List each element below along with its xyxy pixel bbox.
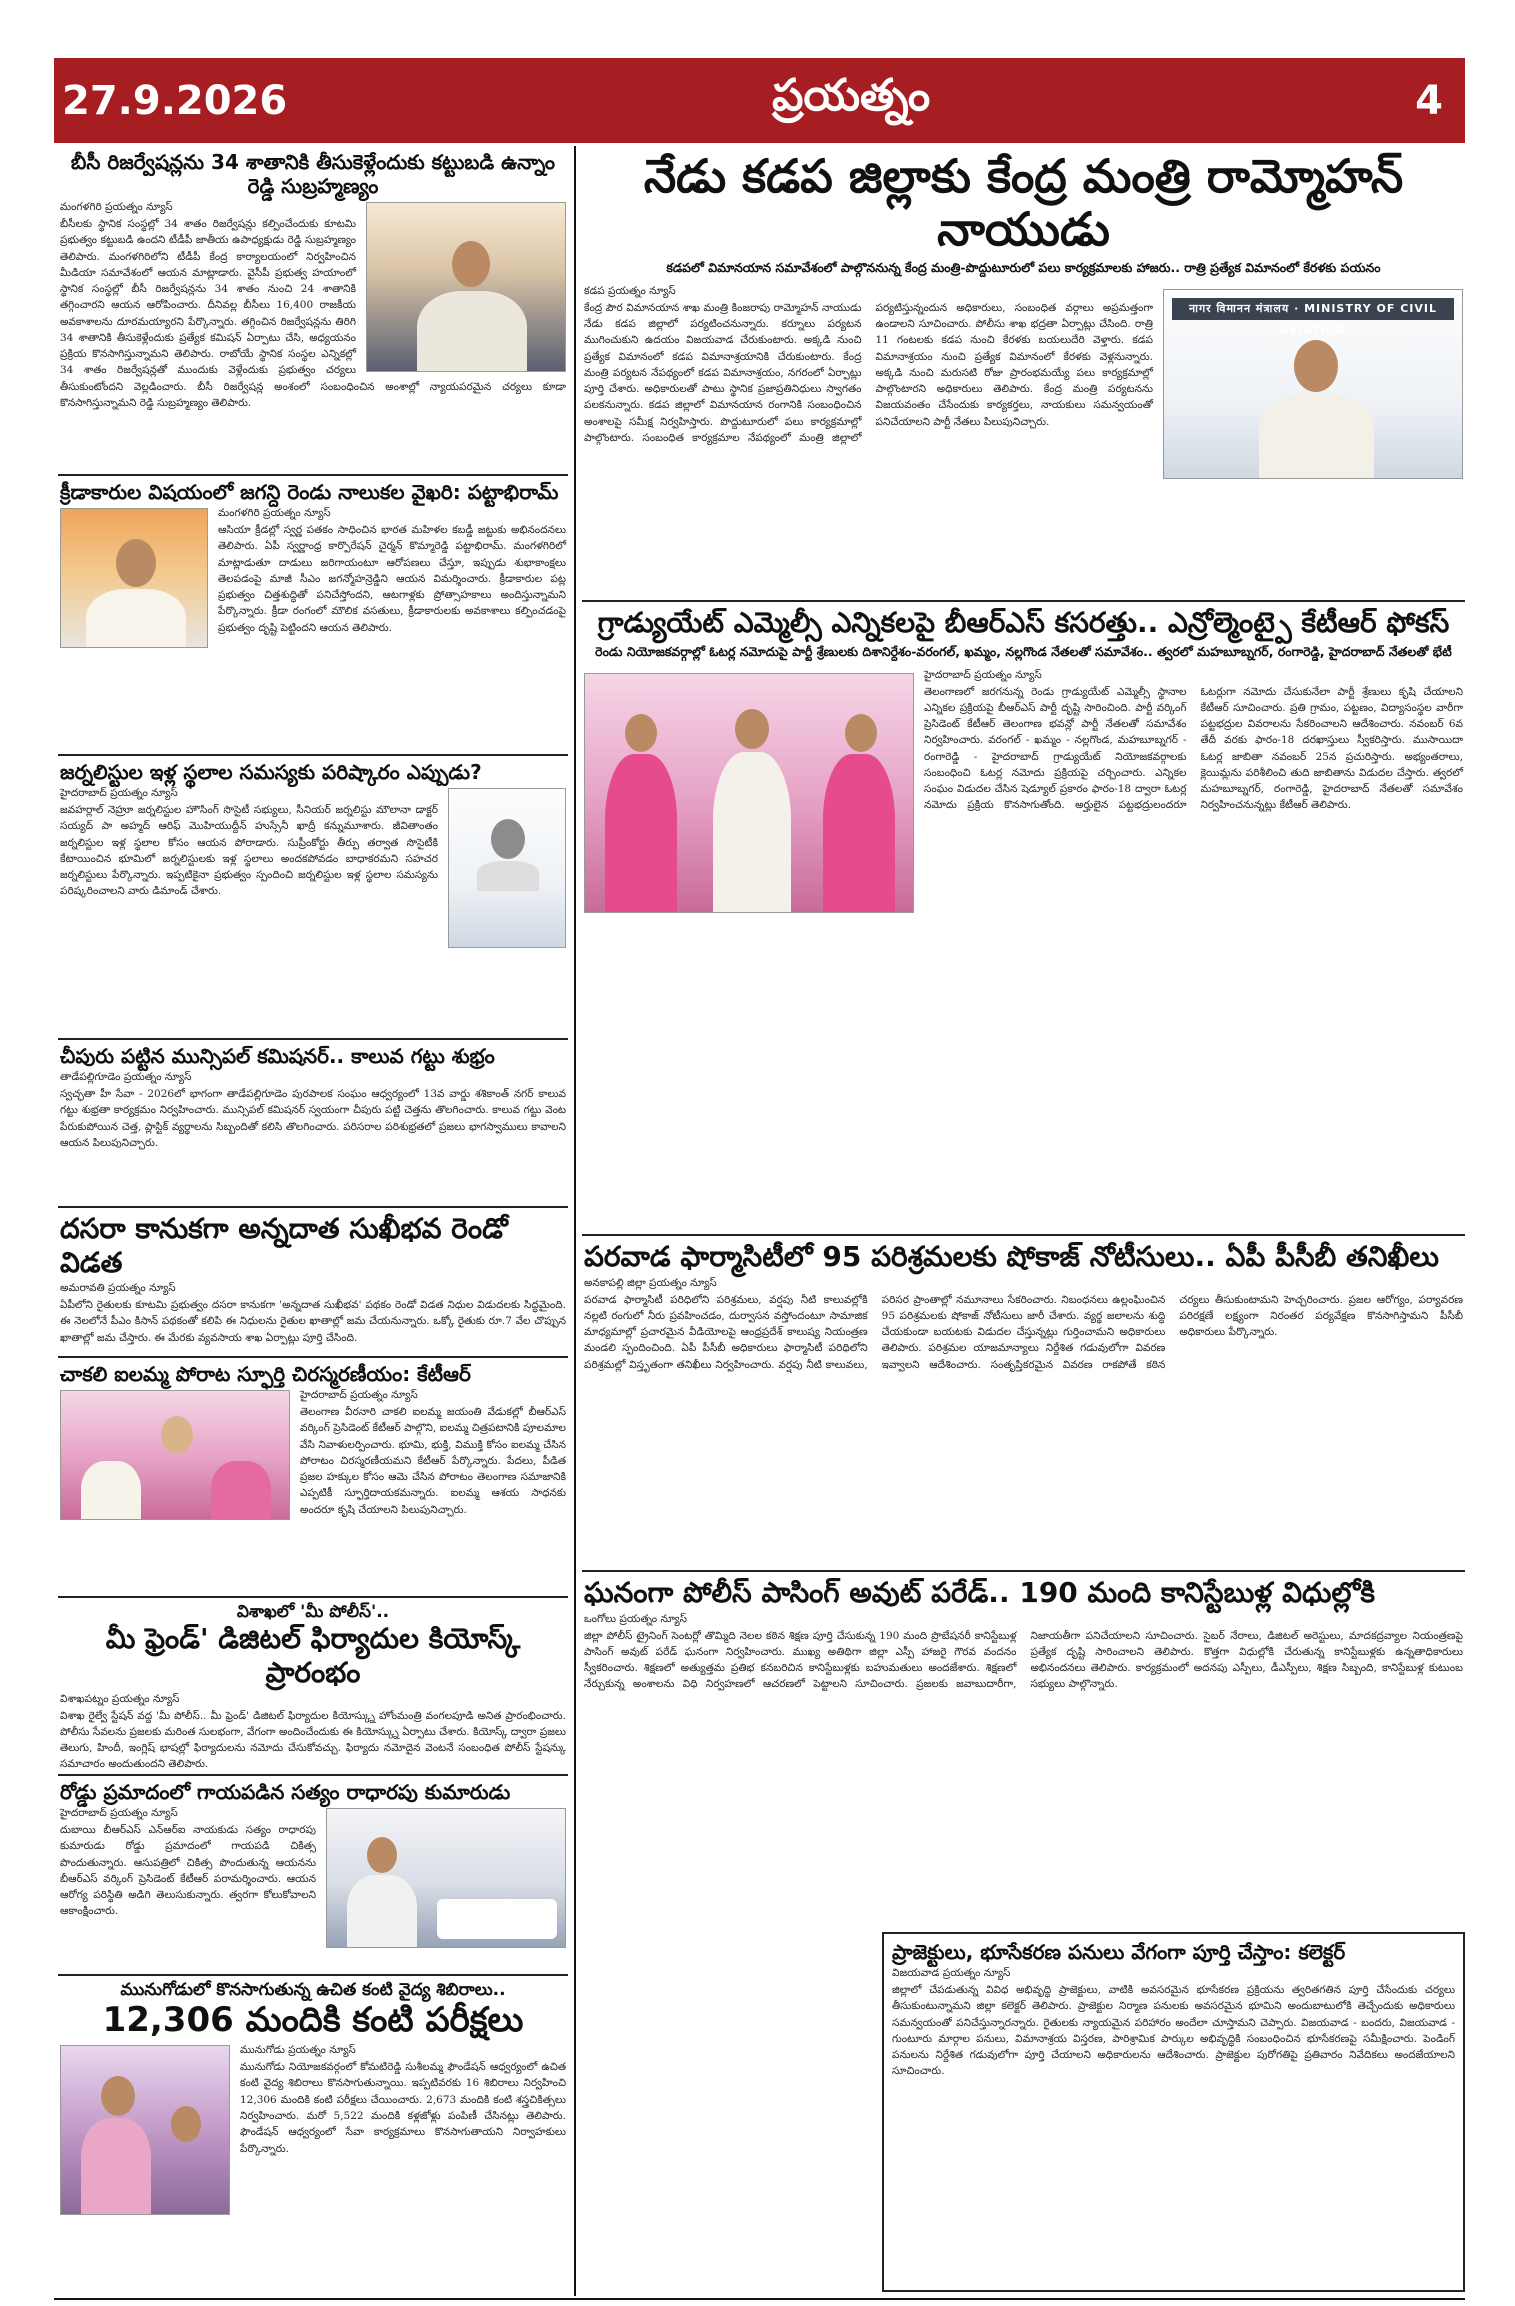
lead-headline: నేడు కడప జిల్లాకు కేంద్ర మంత్రి రామ్మోహన్ నాయుడు: [643, 149, 1404, 256]
speaker-photo: [366, 202, 566, 372]
story-body: జిల్లా పోలీస్ ట్రైనింగ్ సెంటర్లో తొమ్మిది నెలల కఠిన శిక్షణ పూర్తి చేసుకున్న 190 మంది ప్రొబేషనరీ కానిస్టేబుళ్ల పాసింగ్ అవుట్ పరేడ్ ఘనంగా నిర్వహించారు. ముఖ్య అతిథిగా జిల్లా ఎస్పీ హాజరై గౌరవ వందనం స్వీకరించారు. శిక్షణలో అత్యుత్తమ ప్రతిభ కనబరిచిన కానిస్టేబుళ్లకు బహుమతులు అందజేశారు. శిక్షణలో నేర్చుకున్న అంశాలను విధి నిర్వహణలో ఆచరణలో పెట్టాలని సూచించారు. ప్రజలకు జవాబుదారీగా, నిజాయతీగా పనిచేయాలని సూచించారు. సైబర్ నేరాలు, డిజిటల్ అరెస్టులు, మాదకద్రవ్యాల నియంత్రణపై ప్రత్యేక దృష్టి సారించాలని తెలిపారు. కొత్తగా విధుల్లోకి చేరుతున్న కానిస్టేబుళ్లకు ఉన్నతాధికారులు అభినందనలు తెలిపారు. కార్యక్రమంలో అదనపు ఎస్పీలు, డీఎస్పీలు, శిక్షణ సిబ్బంది, కానిస్టేబుళ్ల కుటుంబ సభ్యులు పాల్గొన్నారు.: [584, 1629, 1463, 1691]
story-body: ఏపీలోని రైతులకు కూటమి ప్రభుత్వం దసరా కానుకగా 'అన్నదాత సుఖీభవ' పథకం రెండో విడత నిధుల విడుదలకు సిద్ధమైంది. ఈ నెలలోనే పీఎం కిసాన్ పథకంతో కలిపి ఈ నిధులను రైతుల ఖాతాల్లో జమ చేయనున్నారు. ఒక్కో రైతుకు రూ.7 వేల చొప్పున ఖాతాల్లో జమ చేస్తారు. ఈ మేరకు వ్యవసాయ శాఖ ఏర్పాట్లు పూర్తి చేసింది.: [60, 1299, 566, 1344]
story-road-accident: [58, 1776, 568, 1976]
masthead: [54, 58, 1465, 143]
right-column: [582, 146, 1465, 2296]
dateline: హైదరాబాద్ ప్రయత్నం న్యూస్: [60, 787, 178, 799]
story-body: జిల్లాలో చేపడుతున్న వివిధ అభివృద్ధి ప్రాజెక్టులు, వాటికి అవసరమైన భూసేకరణ ప్రక్రియను త్వరితగతిన పూర్తి చేసేందుకు చర్యలు తీసుకుంటున్నామని జిల్లా కలెక్టర్ తెలిపారు. ప్రాజెక్టుల నిర్మాణ పనులకు అవసరమైన భూమిని అందుబాటులోకి తెచ్చేందుకు అధికారులు సమన్వయంతో పనిచేస్తున్నారన్నారు. రైతులకు న్యాయమైన పరిహారం అందేలా చూస్తామని చెప్పారు. విజయవాడ - బందరు, విజయవాడ - గుంటూరు మార్గాల పనులు, విమానాశ్రయ విస్తరణ, పారిశ్రామిక పార్కుల అభివృద్ధికి సంబంధించిన భూసేకరణపై సమీక్షించారు. పెండింగ్ పనులను నిర్దేశిత గడువులోగా పూర్తి చేయాలని అధికారులను ఆదేశించారు. ప్రాజెక్టుల పురోగతిపై ప్రతివారం నివేదికలు అందజేయాలని సూచించారు.: [892, 1984, 1455, 2078]
headline: రోడ్డు ప్రమాదంలో గాయపడిన సత్యం రాధారపు కుమారుడు: [60, 1780, 511, 1804]
kicker: మునుగోడులో కొనసాగుతున్న ఉచిత కంటి వైద్య శిబిరాలు..: [120, 1980, 506, 2000]
story-body: దుబాయి బీఆర్ఎస్ ఎన్ఆర్ఐ నాయకుడు సత్యం రాధారపు కుమారుడు రోడ్డు ప్రమాదంలో గాయపడి చికిత్స పొందుతున్నారు. ఆసుపత్రిలో చికిత్స పొందుతున్న ఆయనను బీఆర్ఎస్ వర్కింగ్ ప్రెసిడెంట్ కేటీఆర్ పరామర్శించారు. ఆయన ఆరోగ్య పరిస్థితి అడిగి తెలుసుకున్నారు. త్వరగా కోలుకోవాలని ఆకాంక్షించారు.: [60, 1824, 316, 1918]
story-body: కేంద్ర పౌర విమానయాన శాఖ మంత్రి కింజరాపు రామ్మోహన్ నాయుడు నేడు కడప జిల్లాలో పర్యటించనున్నారు. కర్నూలు పర్యటన ముగించుకుని ఉదయం విజయవాడ చేరుకుంటారు. అక్కడి నుంచి ప్రత్యేక విమానంలో కడప విమానాశ్రయానికి చేరుకుంటారు. కేంద్ర మంత్రి పర్యటన నేపథ్యంలో కడప విమానాశ్రయం, నగరంలో ఏర్పాట్లు పూర్తి చేశారు. అధికారులతో పాటు స్థానిక ప్రజాప్రతినిధులు స్వాగతం పలకనున్నారు. కడప జిల్లాలో విమానయాన రంగానికి సంబంధించిన అంశాలపై సమీక్ష నిర్వహిస్తారు. పొద్దుటూరులో పలు కార్యక్రమాల్లో పాల్గొంటారు. సంబంధిత కార్యక్రమాల నేపథ్యంలో మంత్రి జిల్లాలో పర్యటిస్తున్నందున అధికారులు, సంబంధిత వర్గాలు అప్రమత్తంగా ఉండాలని సూచించారు. పోలీసు శాఖ భద్రతా ఏర్పాట్లు చేసింది. రాత్రి 11 గంటలకు కడప నుంచి కేరళకు బయలుదేరి వెళ్తారు. కడప విమానాశ్రయం నుంచి ప్రత్యేక విమానంలో కేరళకు వెళ్లనున్నారు. అక్కడి నుంచి మరుసటి రోజు ప్రారంభమయ్యే పలు కార్యక్రమాల్లో పాల్గొంటారని అధికారులు తెలిపారు. కేంద్ర మంత్రి పర్యటనను విజయవంతం చేసేందుకు కార్యకర్తలు, నాయకులు సమన్వయంతో పనిచేయాలని పార్టీ నేతలు పిలుపునిచ్చారు.: [584, 301, 1153, 444]
headline: ఘనంగా పోలీస్ పాసింగ్ అవుట్ పరేడ్.. 190 మంది కానిస్టేబుళ్ల విధుల్లోకి: [584, 1576, 1376, 1609]
dateline: తాడేపల్లిగూడెం ప్రయత్నం న్యూస్: [60, 1071, 192, 1083]
minister-photo: [1163, 289, 1463, 479]
headline: బీసీ రిజర్వేషన్లను 34 శాతానికి తీసుకెళ్లేందుకు కట్టుబడి ఉన్నాం రెడ్డి సుబ్రహ్మణ్యం: [70, 150, 556, 198]
story-body: తెలంగాణ వీరనారి చాకలి ఐలమ్మ జయంతి వేడుకల్లో బీఆర్ఎస్ వర్కింగ్ ప్రెసిడెంట్ కేటీఆర్ పాల్గొని, ఐలమ్మ చిత్రపటానికి పూలమాల వేసి నివాళులర్పించారు. భూమి, భుక్తి, విముక్తి కోసం ఐలమ్మ చేసిన పోరాటం చిరస్మరణీయమని కేటీఆర్ పేర్కొన్నారు. పేదలు, పీడిత ప్రజల హక్కుల కోసం ఆమె చేసిన పోరాటం తెలంగాణ సమాజానికి ఎప్పటికీ స్ఫూర్తిదాయకమన్నారు. ఐలమ్మ ఆశయ సాధనకు అందరూ కృషి చేయాలని పిలుపునిచ్చారు.: [300, 1406, 566, 1516]
tribute-photo: [60, 1390, 290, 1520]
story-pattabhiram: [58, 476, 568, 756]
headline: ప్రాజెక్టులు, భూసేకరణ పనులు వేగంగా పూర్తి చేస్తాం: కలెక్టర్: [892, 1940, 1346, 1964]
page-number: 4: [1415, 77, 1443, 124]
dateline: విజయవాడ ప్రయత్నం న్యూస్: [892, 1967, 1011, 1979]
story-body: తెలంగాణలో జరగనున్న రెండు గ్రాడ్యుయేట్ ఎమ్మెల్సీ స్థానాల ఎన్నికల ప్రక్రియపై బీఆర్ఎస్ పార్టీ దృష్టి సారించింది. పార్టీ వర్కింగ్ ప్రెసిడెంట్ కేటీఆర్ తెలంగాణ భవన్లో పార్టీ నేతలతో సమావేశం నిర్వహించారు. వరంగల్ - ఖమ్మం - నల్లగొండ, మహబూబ్నగర్ - రంగారెడ్డి - హైదరాబాద్ గ్రాడ్యుయేట్ నియోజకవర్గాలకు సంబంధించి ఓటర్ల నమోదు ప్రక్రియపై చర్చించారు. ఎన్నికల సంఘం విడుదల చేసిన షెడ్యూల్ ప్రకారం ఫారం-18 ద్వారా ఓటర్ల నమోదు ప్రక్రియ కొనసాగుతోంది. అర్హులైన పట్టభద్రులందరూ ఓటర్లుగా నమోదు చేసుకునేలా పార్టీ శ్రేణులు కృషి చేయాలని కేటీఆర్ సూచించారు. ప్రతి గ్రామం, పట్టణం, విద్యాసంస్థల వారీగా పట్టభద్రుల వివరాలను సేకరించాలని ఆదేశించారు. నవంబర్ 6వ తేదీ వరకు ఫారం-18 దరఖాస్తులు స్వీకరిస్తారు. ముసాయిదా ఓటర్ల జాబితా నవంబర్ 25న ప్రచురిస్తారు. అభ్యంతరాలు, క్లెయిమ్లను పరిశీలించి తుది జాబితాను విడుదల చేస్తారు. త్వరలో మహబూబ్నగర్, రంగారెడ్డి, హైదరాబాద్ నేతలతో సమావేశం నిర్వహించనున్నట్లు కేటీఆర్ తెలిపారు.: [924, 685, 1463, 812]
headline: దసరా కానుకగా అన్నదాత సుఖీభవ రెండో విడత: [60, 1212, 508, 1279]
headline: 12,306 మందికి కంటి పరీక్షలు: [102, 2000, 524, 2041]
lead-subhead: కడపలో విమానయాన సమావేశంలో పాల్గొననున్న కేంద్ర మంత్రి-పొద్దుటూరులో పలు కార్యక్రమాలకు హాజరు.. రాత్రి ప్రత్యేక విమానంలో కేరళకు పయనం: [666, 259, 1381, 275]
dateline: అమరావతి ప్రయత్నం న్యూస్: [60, 1282, 176, 1295]
kicker: విశాఖలో 'మీ పోలీస్'..: [236, 1602, 390, 1622]
dateline: మంగళగిరి ప్రయత్నం న్యూస్: [60, 201, 173, 213]
story-body: పరవాడ ఫార్మాసిటీ పరిధిలోని పరిశ్రమలు, వర్షపు నీటి కాలువల్లోకి నల్లటి రంగులో నీరు ప్రవహించడం, దుర్వాసన వస్తోందంటూ సామాజిక మాధ్యమాల్లో ప్రచారమైన వీడియోలపై ఆంధ్రప్రదేశ్ కాలుష్య నియంత్రణ మండలి స్పందించింది. ఏపీ పీసీబీ అధికారులు ఫార్మాసిటీ పరిధిలోని పరిశ్రమల్లో విస్తృతంగా తనిఖీలు నిర్వహించారు. వర్షపు నీటి కాలువలు, పరిసర ప్రాంతాల్లో నమూనాలు సేకరించారు. నిబంధనలు ఉల్లంఘించిన 95 పరిశ్రమలకు షోకాజ్ నోటీసులు జారీ చేశారు. వ్యర్థ జలాలను శుద్ధి చేయకుండా బయటకు విడుదల చేస్తున్నట్లు గుర్తించామని అధికారులు తెలిపారు. పరిశ్రమల యాజమాన్యాలు నిర్దేశిత గడువులోగా వివరణ ఇవ్వాలని ఆదేశించారు. సంతృప్తికరమైన వివరణ రాకపోతే కఠిన చర్యలు తీసుకుంటామని హెచ్చరించారు. ప్రజల ఆరోగ్యం, పర్యావరణ పరిరక్షణే లక్ష్యంగా నిరంతర పర్యవేక్షణ కొనసాగిస్తామని పీసీబీ అధికారులు పేర్కొన్నారు.: [584, 1293, 1463, 1371]
story-body: జవహర్లాల్ నెహ్రూ జర్నలిస్టుల హౌసింగ్ సొసైటీ సభ్యులు, సీనియర్ జర్నలిస్టు మౌలానా డాక్టర్ సయ్యద్ పా అహ్మద్ ఆరిఫ్ మొహియుద్దీన్ హుస్సేనీ ఖాద్రీ కన్నుమూశారు. జీవితాంతం జర్నలిస్టుల ఇళ్ల స్థలాల కోసం ఆయన పోరాడారు. సుప్రీంకోర్టు తీర్పు తర్వాత సొసైటీకి కేటాయించిన భూమిలో జర్నలిస్టులకు ఇళ్ల స్థలాలు అందకపోవడం బాధాకరమని సహచర జర్నలిస్టులు పేర్కొన్నారు. ఇప్పటికైనా ప్రభుత్వం స్పందించి జర్నలిస్టుల ఇళ్ల స్థలాల సమస్యను పరిష్కరించాలని వారు డిమాండ్ చేశారు.: [60, 804, 438, 898]
left-column: [58, 146, 568, 2296]
obituary-screenshot: [448, 788, 566, 948]
story-body: విశాఖ రైల్వే స్టేషన్ వద్ద 'మీ పోలీస్.. మీ ఫ్రెండ్' డిజిటల్ ఫిర్యాదుల కియోస్క్ను హోంమంత్రి వంగలపూడి అనిత ప్రారంభించారు. పోలీసు సేవలను ప్రజలకు మరింత సులభంగా, వేగంగా అందించేందుకు ఈ కియోస్క్ను ఏర్పాటు చేశారు. కియోస్క్ ద్వారా ప్రజలు తెలుగు, హిందీ, ఇంగ్లిష్ భాషల్లో ఫిర్యాదులను నమోదు చేసుకోవచ్చు. ఫిర్యాదు నమోదైన వెంటనే సంబంధిత పోలీస్ స్టేషన్కు సమాచారం అందుతుందని తెలిపారు.: [60, 1709, 566, 1771]
story-body: బీసీలకు స్థానిక సంస్థల్లో 34 శాతం రిజర్వేషన్లు కల్పించేందుకు కూటమి ప్రభుత్వం కట్టుబడి ఉందని టీడీపీ జాతీయ ఉపాధ్యక్షుడు రెడ్డి సుబ్రహ్మణ్యం తెలిపారు. మంగళగిరిలోని టీడీపీ కేంద్ర కార్యాలయంలో నిర్వహించిన మీడియా సమావేశంలో ఆయన మాట్లాడారు. వైసీపీ ప్రభుత్వ హయాంలో స్థానిక సంస్థల్లో బీసీ రిజర్వేషన్లను 34 శాతం నుంచి 24 శాతానికి తగ్గించారని ఆయన ఆరోపించారు. దీనివల్ల బీసీలు 16,400 రాజకీయ అవకాశాలను దూరమయ్యారని పేర్కొన్నారు. తగ్గించిన రిజర్వేషన్లను తిరిగి 34 శాతానికి తీసుకెళ్లేందుకు ప్రత్యేక కమిషన్ ఏర్పాటు చేసి, అధ్యయనం ప్రక్రియ కొనసాగిస్తున్నామని తెలిపారు. రాబోయే స్థానిక సంస్థల ఎన్నికల్లో 34 శాతం రిజర్వేషన్లతో ముందుకు వెళ్లేందుకు ప్రభుత్వం చర్యలు తీసుకుంటోందని వెల్లడించారు. బీసీ రిజర్వేషన్ల అంశంలో సంబంధించిన అంశాల్లో న్యాయపరమైన చర్యలు కూడా కొనసాగిస్తున్నామని రెడ్డి సుబ్రహ్మణ్యం తెలిపారు.: [60, 218, 566, 409]
dateline: మంగళగిరి ప్రయత్నం న్యూస్: [218, 507, 331, 519]
story-passing-out-parade: [582, 1572, 1465, 2296]
eye-camp-photo: [60, 2045, 230, 2215]
story-chakali-ilamma: [58, 1358, 568, 1598]
story-graduate-mlc: [582, 602, 1465, 1236]
headline: జర్నలిస్టుల ఇళ్ల స్థలాల సమస్యకు పరిష్కారం ఎప్పుడు?: [60, 760, 482, 784]
story-annadata-sukhibhava: [58, 1208, 568, 1358]
story-body: మునుగోడు నియోజకవర్గంలో కోమటిరెడ్డి సుశీలమ్మ ఫౌండేషన్ ఆధ్వర్యంలో ఉచిత కంటి వైద్య శిబిరాలు కొనసాగుతున్నాయి. ఇప్పటివరకు 16 శిబిరాలు నిర్వహించి 12,306 మందికి కంటి పరీక్షలు చేయించారు. 2,673 మందికి కంటి శస్త్రచికిత్సలు నిర్వహించారు. మరో 5,522 మందికి కళ్లజోళ్లు పంపిణీ చేసినట్లు తెలిపారు. ఫౌండేషన్ ఆధ్వర్యంలో సేవా కార్యక్రమాలు కొనసాగుతాయని నిర్వాహకులు పేర్కొన్నారు.: [240, 2061, 566, 2155]
subhead: రెండు నియోజకవర్గాల్లో ఓటర్ల నమోదుపై పార్టీ శ్రేణులకు దిశానిర్దేశం-వరంగల్, ఖమ్మం, నల్లగొండ నేతలతో సమావేశం.. త్వరలో మహబూబ్నగర్, రంగారెడ్డి, హైదరాబాద్ నేతలతో భేటీ: [595, 643, 1452, 659]
newspaper-name: ప్రయత్నం: [772, 69, 931, 121]
headline: చీపురు పట్టిన మున్సిపల్ కమిషనర్.. కాలువ గట్టు శుభ్రం: [60, 1044, 495, 1068]
story-projects-land-acquisition: [882, 1932, 1465, 2292]
story-journalists-housing: [58, 756, 568, 1040]
dateline: అనకాపల్లి జిల్లా ప్రయత్నం న్యూస్: [584, 1276, 717, 1289]
dateline: హైదరాబాద్ ప్రయత్నం న్యూస్: [300, 1389, 418, 1401]
story-eye-camps: [58, 1976, 568, 2276]
story-digital-kiosk: [58, 1598, 568, 1776]
speaker-photo: [60, 508, 208, 648]
issue-date: 27.9.2026: [62, 77, 288, 124]
dateline: కడప ప్రయత్నం న్యూస్: [584, 284, 676, 297]
story-body: ఆసియా క్రీడల్లో స్వర్ణ పతకం సాధించిన భారత మహిళల కబడ్డీ జట్టుకు అభినందనలు తెలిపారు. ఏపీ స్వర్ణాంధ్ర కార్పొరేషన్ చైర్మన్ కొమ్మారెడ్డి పట్టాభిరామ్. మంగళగిరిలో మాట్లాడుతూ దాడులు జరిగాయంటూ ఆరోపణలు చేస్తూ, ఇప్పుడు శుభాకాంక్షలు తెలపడంపై మాజీ సీఎం జగన్మోహన్రెడ్డిని ఆయన విమర్శించారు. క్రీడాకారుల పట్ల ప్రభుత్వం చిత్తశుద్ధితో పనిచేస్తోందని, ఆటగాళ్లకు ప్రోత్సాహకాలు అందిస్తున్నామని పేర్కొన్నారు. క్రీడా రంగంలో మౌలిక వసతులు, క్రీడాకారులకు అవకాశాలు కల్పించడంపై ప్రభుత్వం దృష్టి పెట్టిందని ఆయన తెలిపారు.: [218, 524, 566, 634]
dateline: హైదరాబాద్ ప్రయత్నం న్యూస్: [60, 1807, 178, 1819]
headline: మీ ఫ్రెండ్' డిజిటల్ ఫిర్యాదుల కియోస్క్ ప్రారంభం: [105, 1622, 521, 1689]
headline: క్రీడాకారుల విషయంలో జగన్ది రెండు నాలుకల వైఖరి: పట్టాభిరామ్: [60, 480, 559, 504]
story-pharma-city: [582, 1236, 1465, 1572]
page-bottom-rule: [54, 2298, 1465, 2300]
column-divider: [574, 146, 576, 2296]
dateline: హైదరాబాద్ ప్రయత్నం న్యూస్: [924, 668, 1042, 681]
story-body: స్వచ్ఛతా హీ సేవా - 2026లో భాగంగా తాడేపల్లిగూడెం పురపాలక సంఘం ఆధ్వర్యంలో 13వ వార్డు శశికాంత్ నగర్ కాలువ గట్టు శుభ్రతా కార్యక్రమం నిర్వహించారు. మున్సిపల్ కమిషనర్ స్వయంగా చీపురు పట్టి చెత్తను తొలగించారు. కాలువ గట్టు వెంట పేరుకుపోయిన చెత్త, ప్లాస్టిక్ వ్యర్థాలను సిబ్బందితో కలిసి తొలగించారు. పరిసరాల పరిశుభ్రతలో ప్రజలు భాగస్వాములు కావాలని ఆయన పిలుపునిచ్చారు.: [60, 1088, 566, 1149]
headline: గ్రాడ్యుయేట్ ఎమ్మెల్సీ ఎన్నికలపై బీఆర్ఎస్ కసరత్తు.. ఎన్రోల్మెంట్పై కేటీఆర్ ఫోకస్: [597, 606, 1450, 639]
headline: చాకలి ఐలమ్మ పోరాట స్ఫూర్తి చిరస్మరణీయం: కేటీఆర్: [60, 1362, 471, 1386]
story-bc-reservations: [58, 146, 568, 476]
dateline: ఒంగోలు ప్రయత్నం న్యూస్: [584, 1612, 688, 1625]
lead-story-ram-mohan-naidu: [582, 146, 1465, 602]
headline: పరవాడ ఫార్మాసిటీలో 95 పరిశ్రమలకు షోకాజ్ నోటీసులు.. ఏపీ పీసీబీ తనిఖీలు: [584, 1240, 1439, 1273]
dateline: విశాఖపట్నం ప్రయత్నం న్యూస్: [60, 1692, 180, 1705]
hospital-visit-photo: [326, 1808, 566, 1948]
dateline: మునుగోడు ప్రయత్నం న్యూస్: [240, 2044, 356, 2057]
ministry-sign: नागर विमानन मंत्रालय · MINISTRY OF CIVIL AVIATION: [1172, 298, 1454, 320]
story-municipal-commissioner: [58, 1040, 568, 1208]
brs-meeting-photo: [584, 673, 914, 913]
